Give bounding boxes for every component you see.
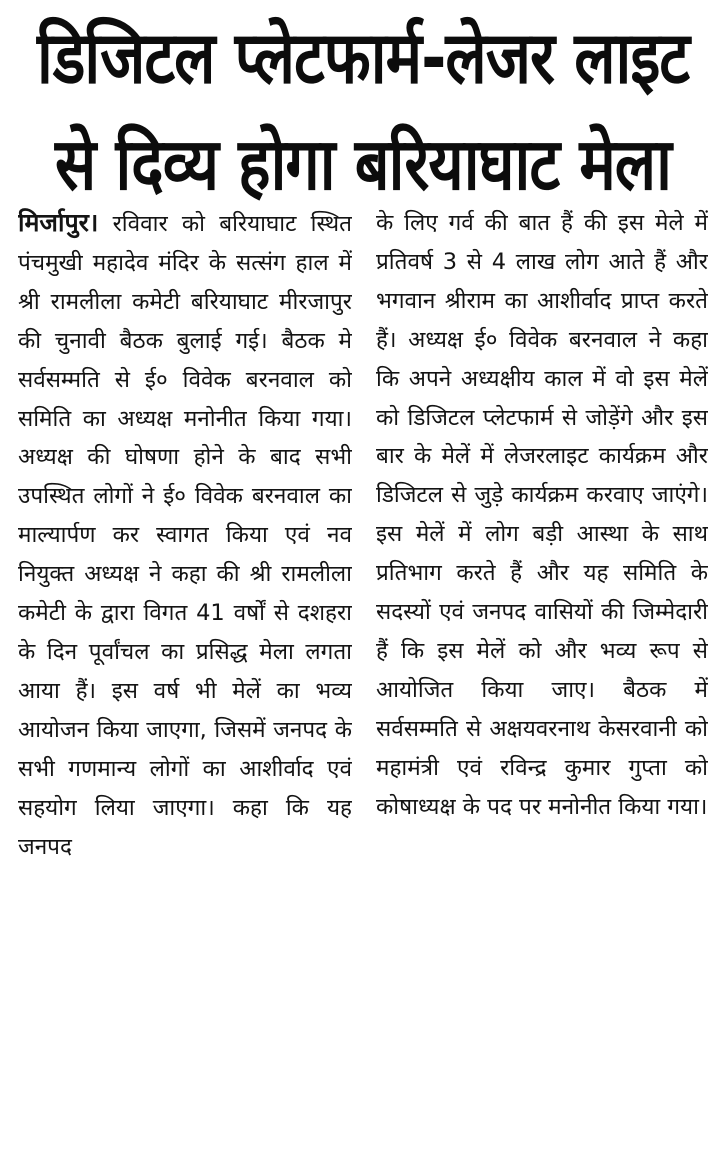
left-paragraph [18, 204, 352, 866]
right-column-text: के लिए गर्व की बात हैं की इस मेले में प्रतिवर्ष 3 से 4 लाख लोग आते हैं और भगवान श्रीराम का आशीर्वाद प्राप्त करते हैं। अध्यक्ष ई० विवेक बरनवाल ने कहा कि अपने अध्यक्षीय काल में वो इस मेलें को डिजिटल प्लेटफार्म से जोड़ेंगे और इस बार के मेलें में लेजरलाइट कार्यक्रम और डिजिटल से जुड़े कार्यक्रम करवाए जाएंगे। इस मेलें में लोग बड़ी आस्था के साथ प्रतिभाग करते हैं और यह समिति के सदस्यों एवं जनपद वासियों की जिम्मेदारी हैं कि इस मेलें को और भव्य रूप से आयोजित किया जाए। बैठक में सर्वसम्मति से अक्षयवरनाथ केसरवानी को महामंत्री एवं रविन्द्र कुमार गुप्ता को कोषाध्यक्ष के पद पर मनोनीत किया गया। [376, 210, 708, 820]
article-body [18, 204, 708, 1104]
left-column [18, 204, 352, 1104]
dateline: मिर्जापुर। [18, 208, 99, 237]
headline [18, 6, 708, 230]
right-paragraph [376, 204, 708, 827]
headline-line-2: से दिव्य होगा बरियाघाट मेला [55, 122, 671, 207]
right-column [376, 204, 708, 1104]
left-column-text: रविवार को बरियाघाट स्थित पंचमुखी महादेव मंदिर के सत्संग हाल में श्री रामलीला कमेटी बरियाघाट मीरजापुर की चुनावी बैठक बुलाई गई। बैठक मे सर्वसम्मति से ई० विवेक बरनवाल को समिति का अध्यक्ष मनोनीत किया गया। अध्यक्ष की घोषणा होने के बाद सभी उपस्थित लोगों ने ई० विवेक बरनवाल का माल्यार्पण कर स्वागत किया एवं नव नियुक्त अध्यक्ष ने कहा की श्री रामलीला कमेटी के द्वारा विगत 41 वर्षों से दशहरा के दिन पूर्वांचल का प्रसिद्ध मेला लगता आया हैं। इस वर्ष भी मेलें का भव्य आयोजन किया जाएगा, जिसमें जनपद के सभी गणमान्य लोगों का आशीर्वाद एवं सहयोग लिया जाएगा। कहा कि यह जनपद [18, 211, 352, 860]
headline-line-1: डिजिटल प्लेटफार्म-लेजर लाइट [36, 16, 690, 101]
